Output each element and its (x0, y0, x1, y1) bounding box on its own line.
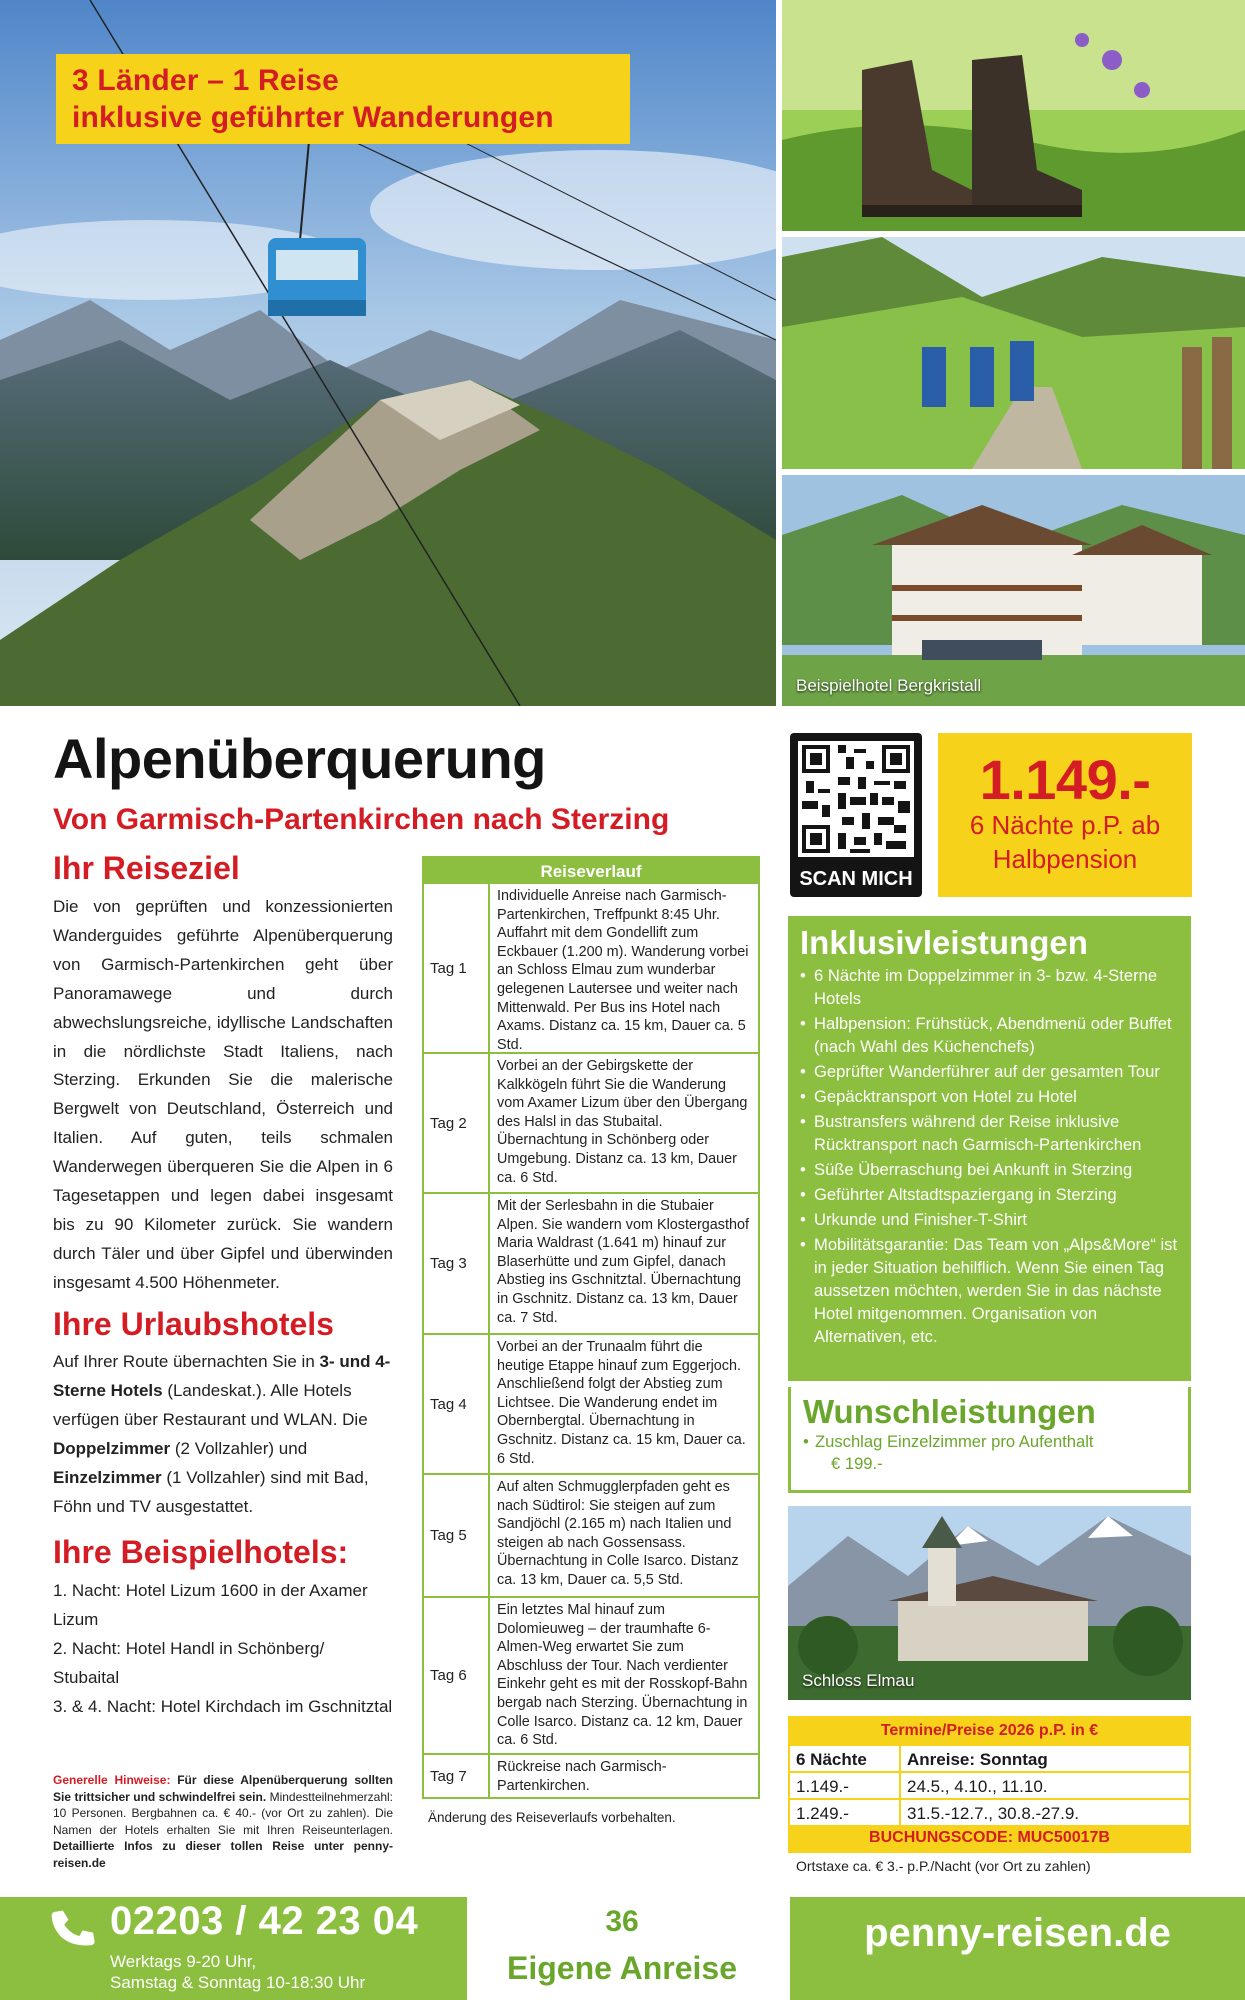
booking-code: BUCHUNGSCODE: MUC50017B (790, 1825, 1189, 1851)
list-item: 3. & 4. Nacht: Hotel Kirchdach im Gschnitztal (53, 1696, 393, 1716)
day-label: Tag 7 (424, 1755, 490, 1797)
page-title: Alpenüberquerung (53, 727, 546, 790)
heading-beispielhotels: Ihre Beispielhotels: (53, 1534, 349, 1570)
table-row (790, 1771, 1189, 1798)
travel-type: Eigene Anreise (506, 1950, 737, 1986)
dates-prices-heading: Termine/Preise 2026 p.P. in € (790, 1718, 1189, 1744)
photo-hiking-boots (782, 0, 1245, 231)
list-item: • Süße Überraschung bei Ankunft in Sterzing (800, 1158, 1179, 1181)
day-label: Tag 2 (424, 1054, 490, 1192)
inclusive-services-box (788, 916, 1191, 1381)
qr-code-icon (798, 741, 914, 857)
row-price: 1.249.- (790, 1800, 901, 1825)
day-description: Auf alten Schmugglerpfaden geht es nach Südtirol: Sie steigen auf zum Sandjöchl (2.165 m) nach Italien und steigen ab nach Gossensass. Übernachtung in Colle Isarco. Distanz ca. 13 km, Dauer ca. 5,5 Std. (497, 1479, 739, 1588)
list-item: 1. Nacht: Hotel Lizum 1600 in der Axamer Lizum (53, 1581, 368, 1629)
phone-number[interactable]: 02203 / 42 23 04 (110, 1899, 419, 1943)
dates-prices-table (788, 1716, 1191, 1853)
local-tax-note: Ortstaxe ca. € 3.- p.P./Nacht (vor Ort zu zahlen) (796, 1858, 1091, 1874)
optional-service-item: • Zuschlag Einzelzimmer pro Aufenthalt (803, 1431, 1178, 1453)
hours-line1: Werktags 9-20 Uhr, (110, 1952, 257, 1971)
heading-reiseziel: Ihr Reiseziel (53, 850, 240, 886)
qr-code[interactable] (790, 733, 922, 897)
notes-text: Mindestteilnehmerzahl: 10 Personen. Bergbahnen ca. € 40.- (vor Ort zu zahlen). Die Namen der Hotels erhalten Sie mit Ihren Reiseunterlagen. (53, 1789, 393, 1837)
general-notes (53, 1772, 393, 1871)
row-dates: 31.5.-12.7., 30.8.-27.9. (907, 1804, 1080, 1823)
price-amount: 1.149.- (979, 748, 1151, 811)
hero-badge (56, 54, 630, 144)
footer-website (790, 1897, 1245, 2000)
price-note-line2: Halbpension (992, 844, 1138, 874)
column-header-nights: 6 Nächte (790, 1746, 901, 1771)
hotels-bold-2: Doppelzimmer (53, 1438, 171, 1458)
day-description: Vorbei an der Gebirgskette der Kalkkögeln führt Sie die Wanderung vom Axamer Lizum über den Übergang des Halsl in das Stubaital. Übernachtung in Schönberg oder Umgebung. Distanz ca. 13 km, Dauer ca. 6 Std. (497, 1058, 748, 1186)
photo-hikers (782, 237, 1245, 469)
hero-badge-line2: inklusive geführter Wanderungen (72, 101, 554, 134)
qr-label: SCAN MICH (799, 868, 913, 890)
itinerary-table (422, 856, 760, 1799)
row-dates: 24.5., 4.10., 11.10. (907, 1777, 1048, 1796)
table-row (422, 1335, 760, 1475)
hero-badge-line1: 3 Länder – 1 Reise (72, 64, 340, 97)
day-label: Tag 1 (424, 884, 490, 1052)
hours-line2: Samstag & Sonntag 10-18:30 Uhr (110, 1973, 366, 1992)
page-subtitle: Von Garmisch-Partenkirchen nach Sterzing (53, 803, 670, 836)
page-number: 36 (605, 1905, 639, 1938)
inclusive-services-heading: Inklusivleistungen (800, 924, 1088, 961)
list-item: 2. Nacht: Hotel Handl in Schönberg/ Stubaital (53, 1638, 325, 1687)
caption-schloss: Schloss Elmau (802, 1671, 915, 1690)
list-item: • Halbpension: Frühstück, Abendmenü oder Buffet (nach Wahl des Küchenchefs) (800, 1012, 1179, 1058)
day-description: Ein letztes Mal hinauf zum Dolomieuweg – der traumhafte 6-Almen-Weg erwartet Sie zum Abschluss der Tour. Nach verdienter Einkehr geht es mit der Rosskopf-Bahn bergab nach Sterzing. Übernachtung in Colle Isarco. Distanz ca. 12 km, Dauer ca. 6 Std. (497, 1602, 748, 1749)
itinerary-note: Änderung des Reiseverlaufs vorbehalten. (428, 1810, 676, 1825)
footer-contact (0, 1897, 467, 2000)
day-label: Tag 6 (424, 1598, 490, 1753)
price-note-line1: 6 Nächte p.P. ab (969, 810, 1161, 840)
list-item: • Urkunde und Finisher-T-Shirt (800, 1208, 1179, 1231)
table-row (422, 1755, 760, 1799)
website-link[interactable]: penny-reisen.de (864, 1911, 1171, 1955)
heading-urlaubshotels: Ihre Urlaubshotels (53, 1306, 334, 1342)
photo-hotel-bergkristall (782, 475, 1245, 706)
column-header-arrival: Anreise: Sonntag (907, 1750, 1048, 1769)
hotels-bold-3: Einzelzimmer (53, 1467, 162, 1487)
day-description: Vorbei an der Trunaalm führt die heutige Etappe hinauf zum Eggerjoch. Anschließend folgt der Abstieg zum Lichtsee. Die Wanderung endet im Obernbergtal. Übernachtung in Gschnitz. Distanz ca. 15 km, Dauer ca. 6 Std. (497, 1339, 746, 1467)
day-label: Tag 5 (424, 1475, 490, 1596)
day-description: Individuelle Anreise nach Garmisch-Partenkirchen, Treffpunkt 8:45 Uhr. Auffahrt mit dem Gondellift zum Eckbauer (1.200 m). Wanderung vorbei an Schloss Elmau zum wunderbar gelegenen Lautersee und weiter nach Mittenwald. Per Bus ins Hotel nach Axams. Distanz ca. 15 km, Dauer ca. 5 Std. (497, 888, 749, 1053)
notes-bold-2: Detaillierte Infos zu dieser tollen Reise unter penny-reisen.de (53, 1839, 393, 1870)
table-row (422, 1054, 760, 1194)
hotels-text-3: (2 Vollzahler) und (170, 1438, 308, 1458)
list-item: • Geführter Altstadtspaziergang in Sterzing (800, 1183, 1179, 1206)
list-item: • Bustransfers während der Reise inklusive Rücktransport nach Garmisch-Partenkirchen (800, 1110, 1179, 1156)
caption-hotel: Beispielhotel Bergkristall (796, 676, 982, 695)
optional-services-heading: Wunschleistungen (803, 1393, 1096, 1430)
notes-label: Generelle Hinweise: (53, 1773, 171, 1787)
opening-hours (110, 1951, 365, 1993)
notes-bold-1: Für diese Alpenüberquerung sollten Sie trittsicher und schwindelfrei sein. (53, 1773, 393, 1804)
inclusive-services-list (800, 964, 1179, 1348)
day-label: Tag 3 (424, 1194, 490, 1333)
table-row (790, 1798, 1189, 1825)
row-price: 1.149.- (790, 1773, 901, 1798)
list-item: • 6 Nächte im Doppelzimmer in 3- bzw. 4-Sterne Hotels (800, 964, 1179, 1010)
table-row (422, 884, 760, 1054)
itinerary-heading: Reiseverlauf (422, 856, 760, 884)
optional-service-price: € 199.- (831, 1454, 883, 1473)
list-item: • Geprüfter Wanderführer auf der gesamten Tour (800, 1060, 1179, 1083)
hotels-bold-1: 3- und 4-Sterne Hotels (53, 1352, 391, 1400)
price-box (938, 733, 1192, 897)
table-row (422, 1475, 760, 1598)
day-description: Mit der Serlesbahn in die Stubaier Alpen. Sie wandern vom Klostergasthof Maria Waldrast (1.641 m) hinauf zur Blaserhütte und zum Gipfel, danach Abstieg ins Gschnitztal. Übernachtung in Gschnitz. Distanz ca. 13 km, Dauer ca. 7 Std. (497, 1198, 749, 1326)
table-row (422, 1598, 760, 1755)
reiseziel-text: Die von geprüften und konzessionierten Wanderguides geführte Alpenüberquerung von Garmisch-Partenkirchen geht über Panoramawege und durch abwechslungsreiche, idyllische Landschaften in die nördlichste Stadt Italiens, nach Sterzing. Erkunden Sie die malerische Bergwelt von Deutschland, Österreich und Italien. Auf guten, teils schmalen Wanderwegen überqueren Sie die Alpen in 6 Tagesetappen und legen dabei insgesamt bis zu 90 Kilometer zurück. Sie wandern durch Täler und über Gipfel und überwinden insgesamt 4.500 Höhenmeter. (53, 897, 393, 1292)
day-label: Tag 4 (424, 1335, 490, 1473)
table-header-row (790, 1744, 1189, 1771)
beispielhotels-list (53, 1577, 393, 1722)
hotels-text-4: (1 Vollzahler) sind mit Bad, Föhn und TV ausgestattet. (53, 1467, 369, 1516)
price-note (938, 808, 1192, 876)
phone-icon (50, 1905, 96, 1951)
hotels-text-2: (Landeskat.). Alle Hotels verfügen über Restaurant und WLAN. Die (53, 1380, 368, 1429)
hotels-text (53, 1348, 393, 1521)
day-description: Rückreise nach Garmisch-Partenkirchen. (497, 1759, 667, 1794)
hotels-text-1: Auf Ihrer Route übernachten Sie in (53, 1352, 320, 1371)
list-item: • Mobilitätsgarantie: Das Team von „Alps&More“ ist in jeder Situation behilflich. Wenn Sie einen Tag aussetzen möchten, werden Sie in das nächste Hotel mitgenommen. Organisation von Alternativen, etc. (800, 1233, 1179, 1348)
list-item: • Gepäcktransport von Hotel zu Hotel (800, 1085, 1179, 1108)
optional-services-box (788, 1387, 1191, 1493)
table-row (422, 1194, 760, 1335)
